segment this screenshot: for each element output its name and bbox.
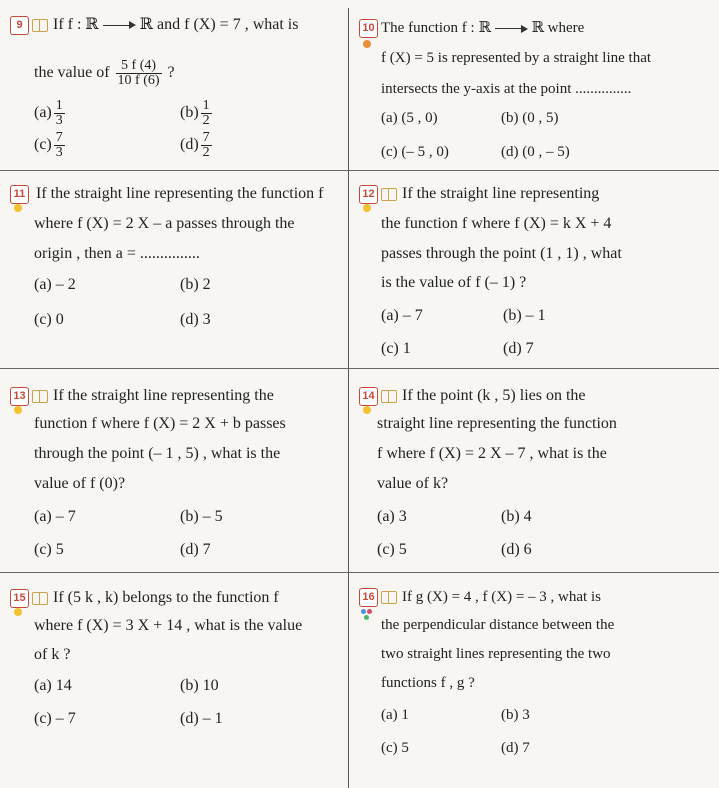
option-b[interactable]: (b) – 1 xyxy=(503,307,546,324)
question-10: 10 The function f : ℝ ℝ where f (X) = 5 is represented by a straight line that intersects the y-axis at the point ............... (a) (5 , 0) (b) (0 , 5) (c) (– 5 , 0) (d) (0 , – 5) xyxy=(349,0,719,170)
question-13: 13 If the straight line representing the function f where f (X) = 2 X + b passes through the point (– 1 , 5) , what is the value of f (0)? (a) – 7 (b) – 5 (c) 5 (d) 7 xyxy=(0,369,348,572)
arrow-icon xyxy=(495,28,521,29)
option-b[interactable]: (b) $\frac{1}{2}$ xyxy=(180,97,210,128)
difficulty-dot xyxy=(363,40,371,48)
option-c[interactable]: (c) $\frac{7}{3}$ xyxy=(34,129,63,160)
option-d[interactable]: (d) (0 , – 5) xyxy=(501,144,570,160)
question-15: 15 If (5 k , k) belongs to the function f where f (X) = 3 X + 14 , what is the value of k ? (a) 14 (b) 10 (c) – 7 (d) – 1 xyxy=(0,573,348,788)
arrow-icon xyxy=(103,25,129,26)
option-c[interactable]: (c) 0 xyxy=(34,311,64,328)
option-a[interactable]: (a) (5 , 0) xyxy=(381,110,438,126)
book-icon xyxy=(32,19,48,32)
question-9: 9 If f : ℝ ℝ and f (X) = 7 , what is the value of $\frac{5 f (4)}{10 f (6)}$ ? (a) $\frac{1}{3}$ (b) $\frac{1}{2}$ (c) $\frac{7}{3}$ (d) $\frac{7}{2}$ xyxy=(0,0,348,170)
option-c[interactable]: (c) 5 xyxy=(34,541,64,558)
option-b[interactable]: (b) – 5 xyxy=(180,508,223,525)
question-number: 9 xyxy=(10,16,29,35)
book-icon xyxy=(32,592,48,605)
question-16: 16 If g (X) = 4 , f (X) = – 3 , what is the perpendicular distance between the two straight lines representing the two functions f , g ? (a) 1 (b) 3 (c) 5 (d) 7 xyxy=(349,573,719,788)
difficulty-dot-blue xyxy=(361,609,366,614)
option-d[interactable]: (d) 6 xyxy=(501,541,532,558)
question-number: 15 xyxy=(10,589,29,608)
question-11: 11 If the straight line representing the function f where f (X) = 2 X – a passes through the origin , then a = ............... (a) – 2 (b) 2 (c) 0 (d) 3 xyxy=(0,171,348,368)
option-a[interactable]: (a) – 7 xyxy=(381,307,423,324)
difficulty-dot xyxy=(14,204,22,212)
question-number: 10 xyxy=(359,19,378,38)
fraction: $\frac{5 f (4)}{10 f (6)}$ xyxy=(117,57,160,88)
book-icon xyxy=(381,390,397,403)
option-d[interactable]: (d) $\frac{7}{2}$ xyxy=(180,129,210,160)
question-14: 14 If the point (k , 5) lies on the straight line representing the function f where f (X) = 2 X – 7 , what is the value of k? (a) 3 (b) 4 (c) 5 (d) 6 xyxy=(349,369,719,572)
option-d[interactable]: (d) 3 xyxy=(180,311,211,328)
option-d[interactable]: (d) – 1 xyxy=(180,710,223,727)
option-c[interactable]: (c) (– 5 , 0) xyxy=(381,144,449,160)
option-a[interactable]: (a) 1 xyxy=(381,707,409,723)
question-number: 14 xyxy=(359,387,378,406)
option-d[interactable]: (d) 7 xyxy=(501,740,530,756)
book-icon xyxy=(381,591,397,604)
option-d[interactable]: (d) 7 xyxy=(503,340,534,357)
option-b[interactable]: (b) (0 , 5) xyxy=(501,110,559,126)
difficulty-dot-red xyxy=(367,609,372,614)
question-number: 11 xyxy=(10,185,29,204)
difficulty-dot xyxy=(14,608,22,616)
book-icon xyxy=(381,188,397,201)
option-c[interactable]: (c) 1 xyxy=(381,340,411,357)
option-a[interactable]: (a) 3 xyxy=(377,508,407,525)
difficulty-dot xyxy=(363,406,371,414)
option-b[interactable]: (b) 4 xyxy=(501,508,532,525)
question-12: 12 If the straight line representing the function f where f (X) = k X + 4 passes through the point (1 , 1) , what is the value of f (– 1) ? (a) – 7 (b) – 1 (c) 1 (d) 7 xyxy=(349,171,719,368)
option-a[interactable]: (a) – 2 xyxy=(34,276,76,293)
option-a[interactable]: (a) 14 xyxy=(34,677,72,694)
difficulty-dot-green xyxy=(364,615,369,620)
option-a[interactable]: (a) – 7 xyxy=(34,508,76,525)
question-number: 13 xyxy=(10,387,29,406)
option-a[interactable]: (a) $\frac{1}{3}$ xyxy=(34,97,63,128)
difficulty-dot xyxy=(14,406,22,414)
question-number: 12 xyxy=(359,185,378,204)
difficulty-dot xyxy=(363,204,371,212)
option-b[interactable]: (b) 2 xyxy=(180,276,211,293)
question-number: 16 xyxy=(359,588,378,607)
option-b[interactable]: (b) 10 xyxy=(180,677,219,694)
option-d[interactable]: (d) 7 xyxy=(180,541,211,558)
option-c[interactable]: (c) 5 xyxy=(377,541,407,558)
option-b[interactable]: (b) 3 xyxy=(501,707,530,723)
option-c[interactable]: (c) – 7 xyxy=(34,710,76,727)
book-icon xyxy=(32,390,48,403)
option-c[interactable]: (c) 5 xyxy=(381,740,409,756)
